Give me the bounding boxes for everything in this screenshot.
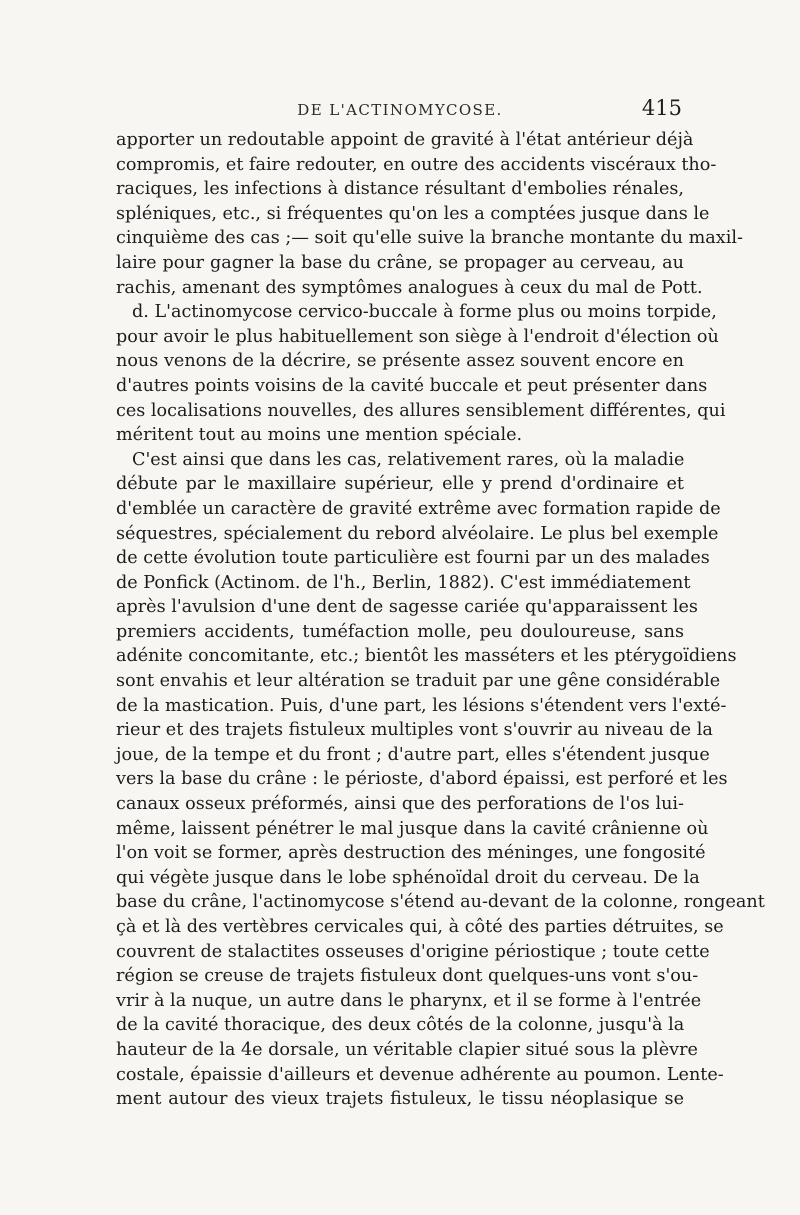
text-line: canaux osseux préformés, ainsi que des perforations de l'os lui- [116, 794, 684, 815]
text-line: même, laissent pénétrer le mal jusque dans la cavité crânienne où [116, 818, 709, 839]
text-line: d'emblée un caractère de gravité extrême avec formation rapide de [116, 498, 721, 519]
text-line: compromis, et faire redouter, en outre des accidents viscéraux tho- [116, 154, 717, 175]
paragraph-start-line: C'est ainsi que dans les cas, relativement rares, où la maladie [132, 449, 685, 470]
text-line: de la mastication. Puis, d'une part, les lésions s'étendent vers l'exté- [116, 695, 727, 716]
text-line: hauteur de la 4e dorsale, un véritable clapier situé sous la plèvre [116, 1039, 698, 1060]
text-line: débute par le maxillaire supérieur, elle y prend d'ordinaire et [116, 474, 684, 495]
body-text [116, 128, 765, 1112]
text-line: base du crâne, l'actinomycose s'étend au-devant de la colonne, rongeant [116, 892, 765, 913]
text-line: nous venons de la décrire, se présente assez souvent encore en [116, 351, 684, 372]
paragraph-start-line: d. L'actinomycose cervico-buccale à forme plus ou moins torpide, [132, 302, 717, 323]
running-head: DE L'ACTINOMYCOSE. [297, 101, 503, 119]
text-line: pour avoir le plus habituellement son siège à l'endroit d'élection où [116, 326, 719, 347]
text-line: vers la base du crâne : le périoste, d'abord épaissi, est perforé et les [116, 769, 728, 790]
page-number: 415 [641, 96, 682, 120]
text-line: séquestres, spécialement du rebord alvéolaire. Le plus bel exemple [116, 523, 719, 544]
text-line: spléniques, etc., si fréquentes qu'on les a comptées jusque dans le [116, 203, 710, 224]
text-line: joue, de la tempe et du front ; d'autre part, elles s'étendent jusque [116, 744, 710, 765]
text-line: vrir à la nuque, un autre dans le pharynx, et il se forme à l'entrée [116, 990, 702, 1011]
text-line: çà et là des vertèbres cervicales qui, à côté des parties détruites, se [116, 917, 724, 937]
text-line: couvrent de stalactites osseuses d'origine périostique ; toute cette [116, 941, 710, 962]
page-header [116, 95, 684, 125]
text-line: de la cavité thoracique, des deux côtés de la colonne, jusqu'à la [116, 1015, 685, 1036]
text-line: cinquième des cas ;— soit qu'elle suive la branche montante du maxil- [116, 228, 743, 249]
text-line: méritent tout au moins une mention spéciale. [116, 425, 523, 446]
text-line: région se creuse de trajets fistuleux dont quelques-uns vont s'ou- [116, 966, 699, 987]
text-line: ment autour des vieux trajets fistuleux, le tissu néoplasique se [116, 1089, 684, 1110]
text-line: raciques, les infections à distance résultant d'embolies rénales, [116, 179, 684, 200]
text-line: d'autres points voisins de la cavité buccale et peut présenter dans [116, 375, 708, 396]
text-line: qui végète jusque dans le lobe sphénoïdal droit du cerveau. De la [116, 867, 700, 888]
text-line: de cette évolution toute particulière est fourni par un des malades [116, 548, 710, 569]
text-line: rieur et des trajets fistuleux multiples vont s'ouvrir au niveau de la [116, 720, 713, 741]
text-line: premiers accidents, tuméfaction molle, peu douloureuse, sans [116, 621, 684, 642]
text-line: ces localisations nouvelles, des allures sensiblement différentes, qui [116, 400, 726, 421]
text-line: de Ponfick (Actinom. de l'h., Berlin, 1882). C'est immédiatement [116, 572, 691, 593]
text-line: costale, épaissie d'ailleurs et devenue adhérente au poumon. Lente- [116, 1064, 724, 1085]
text-line: sont envahis et leur altération se traduit par une gêne considérable [116, 671, 721, 692]
text-line: laire pour gagner la base du crâne, se propager au cerveau, au [116, 252, 684, 273]
text-line: rachis, amenant des symptômes analogues à ceux du mal de Pott. [116, 277, 703, 298]
text-line: apporter un redoutable appoint de gravité à l'état antérieur déjà [116, 130, 694, 150]
text-line: après l'avulsion d'une dent de sagesse cariée qu'apparaissent les [116, 597, 698, 618]
text-line: adénite concomitante, etc.; bientôt les masséters et les ptérygoïdiens [116, 646, 737, 667]
text-line: l'on voit se former, après destruction des méninges, une fongosité [116, 843, 706, 864]
